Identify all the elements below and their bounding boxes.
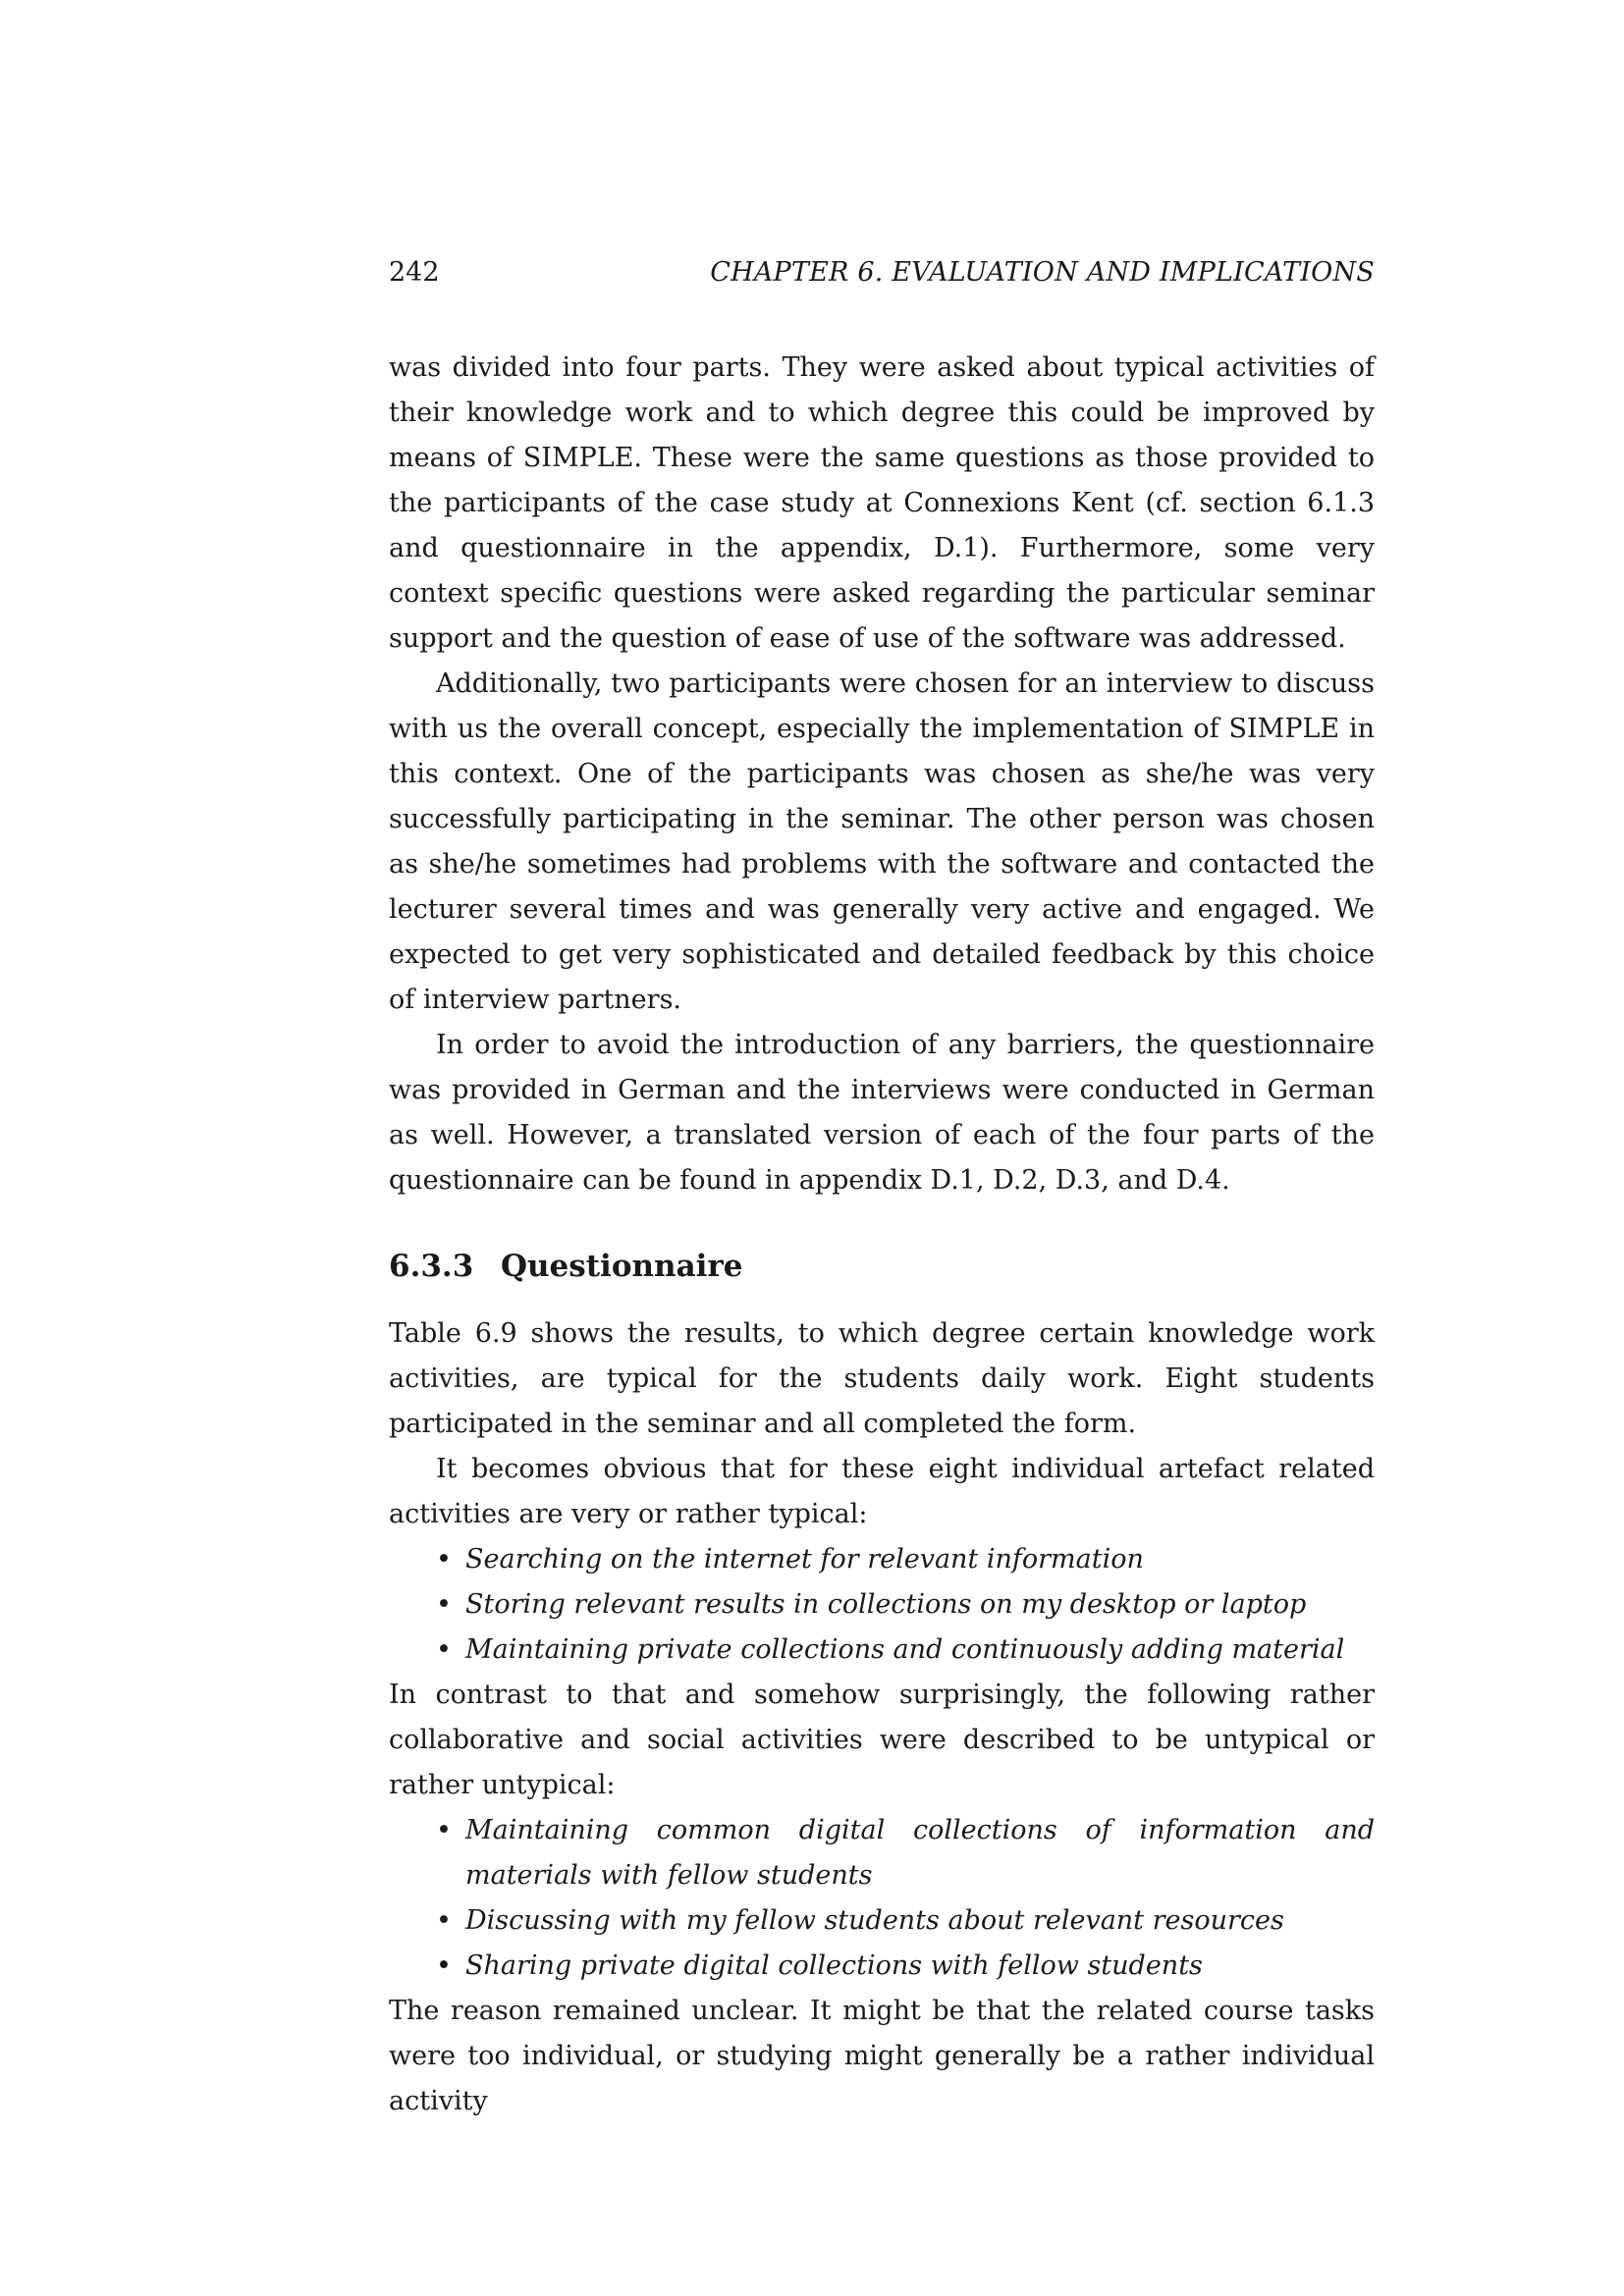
page <box>389 257 1375 2124</box>
paragraph-results: Table 6.9 shows the results, to which degree certain knowledge work activities, are typical for the students daily work. Eight students participated in the seminar and all completed the form. <box>389 1318 1375 1439</box>
bullet-icon: • <box>436 1815 452 1845</box>
section-title: Questionnaire <box>501 1249 743 1284</box>
list-item: • Maintaining private collections and continuously adding material <box>465 1628 1375 1673</box>
paragraph-untypical-intro: In contrast to that and somehow surprisingly, the following rather collaborative and social activities were described to be untypical or rather untypical: <box>389 1680 1375 1800</box>
paragraph-language: In order to avoid the introduction of any barriers, the questionnaire was provided in German and the interviews were conducted in German as well. However, a translated version of each of the four parts of the questionnaire can be found in appendix D.1, D.2, D.3, and D.4. <box>389 1030 1375 1196</box>
bullet-icon: • <box>436 1634 452 1665</box>
page-number: 242 <box>389 257 440 288</box>
bullet-icon: • <box>436 1905 452 1936</box>
paragraph-interviews: Additionally, two participants were chosen for an interview to discuss with us the overall concept, especially the implementation of SIMPLE in this context. One of the participants was chosen as she/he was very successfully participating in the seminar. The other person was chosen as she/he sometimes had problems with the software and contacted the lecturer several times and was generally very active and engaged. We expected to get very sophisticated and detailed feedback by this choice of interview partners. <box>389 668 1375 1015</box>
bullet-icon: • <box>436 1544 452 1575</box>
running-header <box>389 257 1375 306</box>
untypical-activities-list <box>389 1808 1375 1989</box>
section-heading <box>389 1247 1375 1286</box>
section-number: 6.3.3 <box>389 1249 474 1284</box>
chapter-title: CHAPTER 6. EVALUATION AND IMPLICATIONS <box>710 257 1375 288</box>
paragraph-continuation: was divided into four parts. They were asked about typical activities of their knowledge work and to which degree this could be improved by means of SIMPLE. These were the same questions as those provided to the participants of the case study at Connexions Kent (cf. section 6.1.3 and questionnaire in the appendix, D.1). Furthermore, some very context specific questions were asked regarding the particular seminar support and the question of ease of use of the software was addressed. <box>389 352 1375 654</box>
paragraph-reason: The reason remained unclear. It might be that the related course tasks were too individual, or studying might generally be a rather individual activity <box>389 1996 1375 2116</box>
bullet-icon: • <box>436 1950 452 1981</box>
list-item: • Discussing with my fellow students about relevant resources <box>465 1898 1375 1944</box>
list-item: • Searching on the internet for relevant information <box>465 1537 1375 1582</box>
bullet-icon: • <box>436 1589 452 1620</box>
paragraph-typical-intro: It becomes obvious that for these eight individual artefact related activities are very or rather typical: <box>389 1454 1375 1529</box>
typical-activities-list <box>389 1537 1375 1673</box>
list-item: • Maintaining common digital collections of information and materials with fellow students <box>465 1808 1375 1898</box>
list-item: • Sharing private digital collections with fellow students <box>465 1944 1375 1989</box>
list-item: • Storing relevant results in collections on my desktop or laptop <box>465 1582 1375 1628</box>
